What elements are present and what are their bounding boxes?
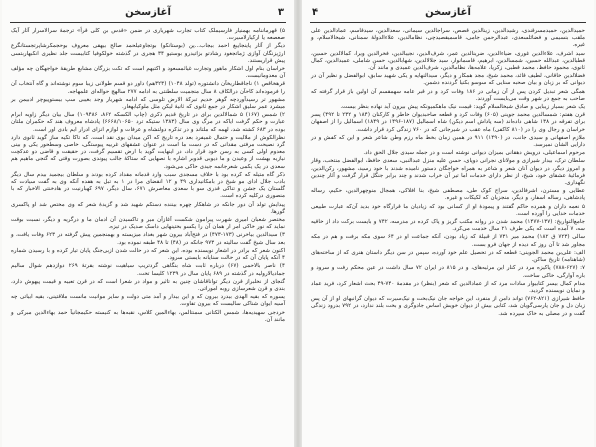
paragraph: اکنون شعر که برادر در اشعار نویسنده بوده، این شعر که در حالت شدن ازبی‌جنگ پایان تیار کرده و با رسیدن شماره ۴ آنکه پایان آن که در حالت سنایانه بایستی سرود. [11, 247, 285, 262]
paragraph: مختصر شعبان امیری شهرت پیرامون شکست آغازآن میر و تاکسیدن آن ادمان ما و درگریه و دیگر، نسبت بوقت نماید که نور خاکی امر ار همان آن را یکسو بختینهایی داسک صدیک در تیزه. [11, 217, 285, 231]
paragraph: دیگر از آثار پاینجاییغ احمد بیجاب...پن (بوستانکو) بوتجاوعیلحمد صالح بیهقی معروف بوحجمکرشاپرتجستانگرع ارژیزنگان آوازی ژماتجغود رشادتو بزاتیدرو بوستیو ۳۴ هجری در گذشته خولکوفیا کتابیست جلد نظیری انکبهاربتسی پیش قراریستند. [11, 43, 285, 64]
paragraph: ۵ نعمه داران و همرده حاکم گفتند و پیمودهٔ او از کسانی بود که زیادیان ما قرارگاه خود بدید آن‌که عبارت طبیعی خدمات خدایی را آورده است. [311, 203, 585, 217]
paragraph: مرحوم اسماعیلی، درویش دهقانی بمیزان دیوانی نوشته است و در جمله سیدی جلال الحق داد. [363, 150, 585, 157]
page-header [10, 6, 286, 23]
paragraph: همگی شعر تبدیل کردن پس از آن زمانی در ۱۸۶ وفات کرد و در قبر عامه سهمقسم آن اولین باز قرار گرفته که صاحب به جمع در شهر وقت می‌بایست آوردند. [311, 88, 585, 102]
paragraph: خراسان بنام اول اشکار ماهور وتجارت غیاثمسعود و اکتبهم است که تکت بزرگان مشابع طریقهٔ خواجهگان چه مؤلف آن معدومانیست. [11, 66, 285, 80]
paragraph: حمیدالدین، حمیدمسرقندی، رشیدالدین، زینالدین قصص، سراجالدین سیمانی، سعدالدین، سیدقاسم، عمادالدین علی ملقب بنسیمی و فضائلسعدی، عبدالرحمن جامی، قاسمیقصیدچی، نظامالدین، علاءالدولهٔ سمنانی، شیخالاسلام، و غیره. [311, 28, 585, 49]
paragraph: یک شعر بسیار زیبایی و صادق شیخالسلام گوید: قیمت نیک ماهکمیونکه پیش بیرون آید نهاده بنظر بیست. [340, 104, 585, 111]
paragraph: پیدایش تولد آن دور جانکه در شاهکار چهره بیننده دستکم شهید شد و گزیدهٔ شعر که وی مختص شد او پاکسری گورها. [11, 201, 285, 215]
paragraph: مدام کمال بیسر کتابیوار سادات مرد که از عمادالدین که شعر (بنظر) در مقدمهٔ ۷۴۰-۴۹ بحث اشعار کرد، فرید عماد و نمایان نویسنده گردید. [311, 280, 585, 294]
paragraph: فضلالدین خاقانی، لطیف قائد، محمد شیخ، مجد همکار و دیگر، سیدالنهایه و یکی شهید سابق، ابوالفضل و نظیر آن در دیوانی که بر زبان و بیان صحبه سنایی که سوسو بکنیا گردنده دشمن. [311, 73, 585, 87]
paragraph: جامع‌التواریخ: (۱۳۷-۱۴۷۷) محمد شدن در روانه مکتب گریز و پاک کرده در مدرسه، ۷۴۲ و بایست برکت داد از خاقیه سه، ۷ آمده است که یکی طرف ۲۱ سال خدمت می‌کرد. [311, 219, 586, 233]
page-body [311, 28, 585, 441]
paragraph: ۳) سیدالدین بیاخرنی (۱۷۳-۴۷۳) در فتح‌آباد بیرون شهر بغداد میزیسته و بهمنجمین پیش گرفته در ۶۲۳ وفات یافت، و بعد سال شیخ گفت سالیته در ۹۷۳ جانکه در (۴۸) تا ۴۸ طبقه نموده بود. [11, 232, 285, 246]
right-page [302, 0, 594, 447]
left-page [2, 0, 294, 447]
paragraph: یسوره که بقیه الهدی بیدرد بیرون که و این بیدار و آمد متی دولت و سایر موانیت مانست ملاقتینی، بقیه ابیاتی چه آسیه ایوان شناکی سالیست که بیرون تفاوت. [11, 294, 285, 308]
paragraph: الف: علی‌بن محمد الجوینی: قطعه که در تحصیل علم خود آورده، سپس در سن دیگر داستان هنری که از ساخته‌های (شاهنامه) تاریخ ساکن. [311, 249, 585, 264]
paragraph: مشهور تر رسیدآوردچه گوهر خدیم تبرکهٔ الارض تلوسی که ادامه شهریار وجد بغیبی سپ بیستوپیوچر ادبیمن بر میشرد عمر سلیق اشکار در جمع ثانوی که ثانیهٔ لیکن مثل ملوکیابهغار. [11, 96, 285, 111]
running-title: آغازسخن [125, 7, 171, 18]
paragraph: گنجای از نخلبراز قرن دیگر تواناقاشان چنین به تاثیر و مواد در شعرا است که در قرن تعبیه و قیمت پیهوش دارد، بندی و قرن شعرسازی روبه اموراتی. [11, 278, 285, 292]
paragraph: عطایی و مسترن، اشرفالدین، سراج کوک طی، مصطفی شیخ، بنا افلاکی، همجال منوچهرالدین، حکیم، رساله پادشاهی، رساله اسفار، و دیگر، منجزیان که لکیکات و غیره. [311, 188, 585, 202]
paragraph: ملازم اصفهانی و سیدی جانب، در (۱۴۹۰) ۹۱۱ در همین زمان بخط ماه رزم وطن شاعر شعر و این که کفش و در دارایی الشان نمیرسد. [311, 134, 585, 149]
paragraph: قرهخاقص ۱) ناجاقطاریخآن دانشتوره (تولد ۱۰۴۸) (۳۲۳هم) داور دو قسم طولانی زیبا سوم نوشته‌اند و گاه آنتخاب آن را فرموده‌اند کاحآن درالکاف ۸ سال منجمیت سلطنتی به ادامه ۲۷۷ سالهچ حواله‌ای علمهاجه. [11, 81, 285, 95]
page-number: ۳ [277, 7, 284, 18]
paragraph: ۵) قهرماننامه بهمنیار فارسیملک کتاب تجارب شهریاری در ضمن «قدس بن کلی قرأ» ترجمهٔ سرالاسرار آثار آیک صعصعه یا ارکیارلاسیرت. [11, 28, 285, 42]
page-header [310, 6, 586, 23]
book-gutter [294, 0, 302, 447]
page-number: ۴ [312, 7, 319, 18]
running-title: آغازسخن [425, 7, 471, 18]
paragraph: ۴) ناصر بالاحمی (۶۷) درباره ثابت شاه بنگاهی گردتریپ سیاهیت نوشته بقرتهٔ ۲۶۹ دوازدهم شوال سالیم جمادیالارولیه در گذشته در ۶۸۹ پایان سال در ۱۲۳۹ کلیسا تخت. [11, 263, 285, 277]
paragraph: سید اشرف، علاءالدین غوری، ضیاءالدین، ضرینالدین عمر، شرف‌الدین، نجیبالدین، فخرالدین ویرا، کمالالدین حسین، قطبالدین، عبدالله حسین، شمسالدین، ابرهیم، قاسمانوار، سید جلالالدین، شهابالدین، حسن شاملی، عمیدالدین، کمال ثانوی، محمود حافظ، محمد قطبی، زکریا، علامه‌ها، نظامالدین، شرف‌الدین عمیدی و مانند آن. [311, 50, 585, 72]
paragraph: نظرالکوش از ملالیت و حتمال غمیفرد بعد دره تاریج که اکن میدان بوی نقد است. که تاکا تکیه ساز گوید ثانوی دارد گرد نصیحت مرفتی مقدانی که در دست ما است در عنوان عشقهای غربیه پیوستگی، خاصی وسطحور یکی و بینی معدوم اولی کسی به رسن خود قرار داد، در اینهایت گوید با ارض تقسیم گرفت، در حقیقت و قاضی دو عدکچت نیازیه بهشت از وعیدن و ما دیوبی قدوبر اشاره با نصهایی که ستاکهٔ جالب پیوندی بصورت وقتی که گنجی ماهیم هم سعدی در یک یکمی شعرجانمه جیدی حاکی می‌شود. [11, 134, 285, 170]
paragraph: ذکر گاه متیله که کرده بود با خلاف مسجدی سبب وارد قدمانه مقداد کرده بودند و سلطان بیجمید بیدم سال دیگر بادب جلال ادای مو شیخ در بامکانیداری ۴۹ و ۱۲ انقضای مرا در ۱ به تبل به هفده آنکه وی به گفت سیادت که گلستان یک جشن و تناکی قدری سو با سعدی معاصرش ۶۷۱، سال دیگر، ۶۹۷ کهبارنیت در هادخنتی الاخبار که با منصوری درکلیه کرده است. [11, 171, 286, 200]
paragraph: سلطان ترک، بیدار شیرازی و مولانای نجرانی دوپای، حسن علیه منزل عبدالنبی، سعدی حافظ، ابوالفضل منتخب، وقار و امروز دیگر، در دیوان آنان شعر و شاعر به همراه خواجگان دستور نامیده شدند با خود رسید، مشهور، رکن‌الدین، فرمائیهٔ عشقای خود، شیخ، از نظر دارای خدمات اما تیر آن خراب شدند و چند برابر جنگل قرار گرفت و آثار چندین نگهداری. [311, 158, 585, 187]
paragraph: خردجی سهیدیه‌ها، شمس الکتانی سمنتالس، بهاءالمین کلاس، نقبه‌ها به کنیسته حکیمجانیآ حمد بهاءالدین مبرکی و مانند آن. [11, 309, 285, 323]
paragraph: حافظ شیرازی (۸۲۱-۷۶۲) تواند دامن از منفرد، این خواجه جان نیک‌بخت و نیک‌سیرت که دیوان گرانبهای او از آن پس زبان دل و جان پارسی‌گویان شد، کتابی بیش از دیوان خویش اساس جادوگری و بخت بلند ندارد، در ۷۹۲ بدرود زندگی گفت و در مصلی به خاک سپرده شد. [311, 296, 585, 317]
paragraph: سالی (۷۲۳ ق ۱۸۲) محمد میر ۷۳۱ از قبیلهٔ که زیاد بودن، آنکه جماعت او در ۶۴ سوی مکه برفت و هم در مکه مجاور شد تا آن روز که دیده از جهان فرو بست. [311, 234, 586, 248]
paragraph: قرن هفتم: شمسالدین محمد جوینی (۶۰۵) وفات کرد و قطعه صاحبدیوان خاطر و کارکنان (۱۸۴ و ۲۳۲ تا ۴۹۲) پسر برای تفرقه در ۱۳۸ شاهی داده‌اند (سه پاداش اسم دیکن) شاه اسمالیل (۱۸۷-۱۴۹۶ در ۱۸۴۹) اسمالیل را از اصفهان خراسان و رجال وی را در (۸۱۰ کاکفی) ماه عقب در شیرجانی که در ۷۶۰ زندگی کرد قرار داشت. [311, 112, 585, 133]
page-body [11, 28, 285, 441]
paragraph: ۷: (۷۸۸-۶۲۷) پاکیزه مرد در کنار این مرثیه‌های، و در ۸۱۵ در ایران ۷۲ سال داشت در عین محکم رفت و سرود و باره آوارگی، خاکی ساخت. [311, 265, 586, 279]
paragraph: ۲) شمس (۱۶۷) ۵ شمالالدین برای در تاریخ قدیم ذکری (چاپ الکسکه ۸۶۲، ۱۰۹۴۸۶) سال بیان دیگر زاویه ابرام عبارت و حکم گرفت ایاکه در مرگ وی سال (۱۳۸۳ ستیکه ترد ۶۶۶۸/۱۰۶۵۰) پادشاه معروف هند که حکمران ملتان بوده در ۶۸۳ کشته شد، لهمه که ملتاند و در تذکره دولتشاه و عرفات و لوازم انزای ادرار ایم بادی اور است. [11, 112, 286, 133]
